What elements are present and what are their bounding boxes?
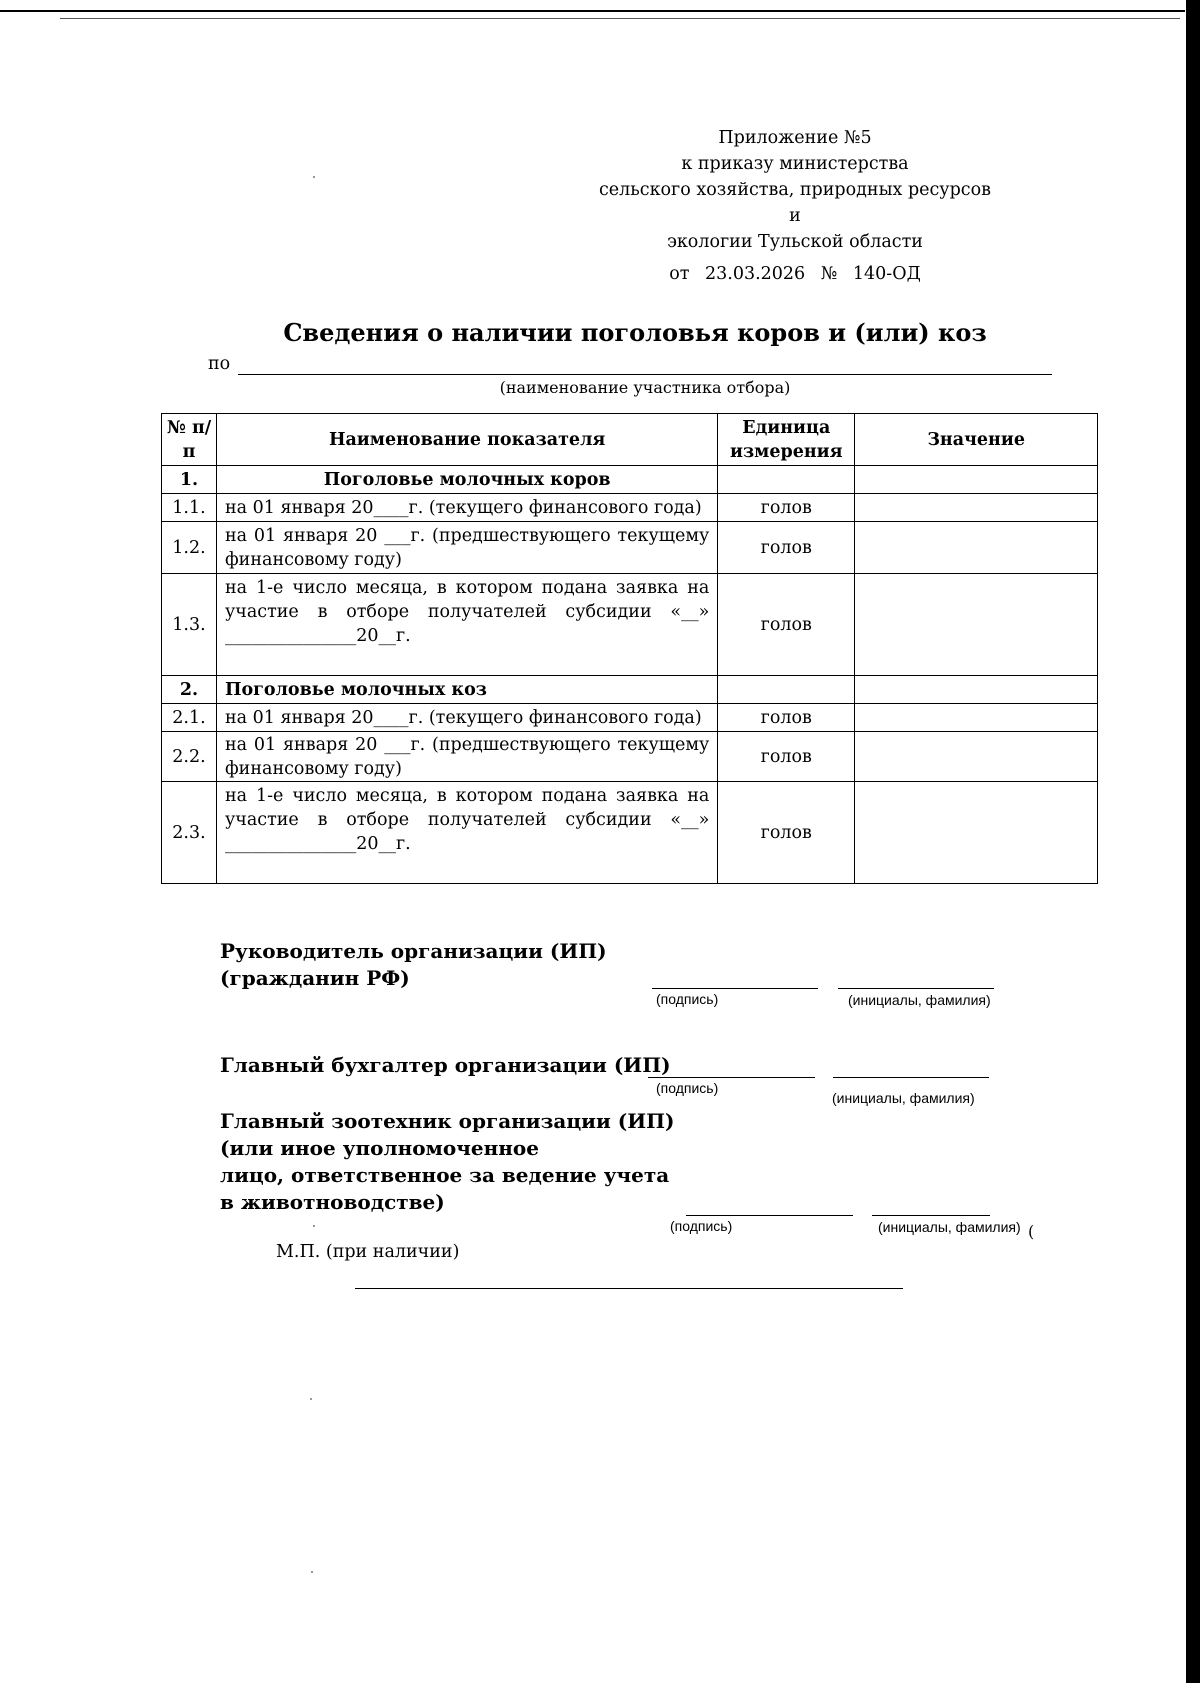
stray-bracket-mark: ( xyxy=(1028,1222,1035,1241)
header-num: № п/п xyxy=(162,414,217,466)
accountant-name-line[interactable] xyxy=(833,1077,989,1078)
appendix-region: экологии Тульской области xyxy=(667,232,923,252)
row-unit: голов xyxy=(718,522,855,574)
table-header-row xyxy=(162,414,1098,466)
row-value-cell[interactable] xyxy=(855,522,1098,574)
accountant-signature-line[interactable] xyxy=(648,1077,815,1078)
livestock-table xyxy=(161,413,1098,884)
accountant-signature-hint: (подпись) xyxy=(656,1080,719,1096)
appendix-ministry: сельского хозяйства, природных ресурсов и xyxy=(598,180,991,226)
zootechnician-signature-hint: (подпись) xyxy=(670,1218,733,1234)
row-name: на 01 января 20____г. (текущего финансового года) xyxy=(216,704,717,732)
head-signature-hint: (подпись) xyxy=(656,991,719,1007)
participant-name-field[interactable] xyxy=(238,374,1052,375)
participant-prefix: по xyxy=(208,354,231,374)
accountant-name-hint: (инициалы, фамилия) xyxy=(832,1090,975,1106)
zootechnician-signature-line[interactable] xyxy=(686,1215,853,1216)
row-unit: голов xyxy=(718,574,855,676)
row-name: на 01 января 20 ___г. (предшествующего текущему финансовому году) xyxy=(216,522,717,574)
header-name: Наименование показателя xyxy=(216,414,717,466)
zootechnician-title-line1: Главный зоотехник организации (ИП) xyxy=(220,1109,675,1133)
row-unit xyxy=(718,676,855,704)
order-number-label: № xyxy=(820,264,838,284)
table-row xyxy=(162,782,1098,884)
table-row xyxy=(162,704,1098,732)
head-name-line[interactable] xyxy=(838,988,994,989)
scan-speck xyxy=(310,1398,312,1400)
scan-edge-top xyxy=(0,10,1185,12)
zootechnician-title-line4: в животноводстве) xyxy=(220,1190,445,1214)
scan-speck xyxy=(313,1225,315,1227)
row-num: 2.1. xyxy=(162,704,217,732)
appendix-order-ref: к приказу министерства xyxy=(681,154,909,174)
scan-speck xyxy=(311,1571,313,1573)
head-title-line1: Руководитель организации (ИП) xyxy=(220,939,607,963)
row-name: на 1-е число месяца, в котором подана заявка на участие в отборе получателей субсидии «__» _______________20__г. xyxy=(216,574,717,676)
appendix-header xyxy=(595,125,995,287)
head-title xyxy=(220,938,607,992)
zootechnician-name-hint: (инициалы, фамилия) xyxy=(878,1219,1021,1235)
row-num: 1.1. xyxy=(162,494,217,522)
row-num: 1. xyxy=(162,466,217,494)
row-num: 2.3. xyxy=(162,782,217,884)
row-name: на 1-е число месяца, в котором подана заявка на участие в отборе получателей субсидии «__» _______________20__г. xyxy=(216,782,717,884)
row-unit xyxy=(718,466,855,494)
accountant-title: Главный бухгалтер организации (ИП) xyxy=(220,1053,671,1077)
appendix-number: Приложение №5 xyxy=(718,128,872,148)
header-value: Значение xyxy=(855,414,1098,466)
row-name: Поголовье молочных коров xyxy=(216,466,717,494)
zootechnician-title xyxy=(220,1108,674,1216)
document-title: Сведения о наличии поголовья коров и (или) коз xyxy=(283,318,987,347)
zootechnician-title-line2: (или иное уполномоченное xyxy=(220,1136,539,1160)
scan-edge-top-inner xyxy=(60,18,1180,19)
row-value-cell[interactable] xyxy=(855,574,1098,676)
row-name: Поголовье молочных коз xyxy=(216,676,717,704)
table-row xyxy=(162,676,1098,704)
row-num: 2.2. xyxy=(162,732,217,782)
table-row xyxy=(162,494,1098,522)
row-num: 1.2. xyxy=(162,522,217,574)
row-value-cell[interactable] xyxy=(855,704,1098,732)
row-num: 2. xyxy=(162,676,217,704)
row-value-cell[interactable] xyxy=(855,676,1098,704)
scan-edge-right xyxy=(1186,0,1200,1683)
row-unit: голов xyxy=(718,704,855,732)
bottom-rule xyxy=(355,1288,903,1289)
row-value-cell[interactable] xyxy=(855,466,1098,494)
order-number: 140-ОД xyxy=(852,264,921,284)
table-row xyxy=(162,466,1098,494)
header-unit: Единица измерения xyxy=(718,414,855,466)
head-signature-line[interactable] xyxy=(652,988,818,989)
zootechnician-title-line3: лицо, ответственное за ведение учета xyxy=(220,1163,670,1187)
row-num: 1.3. xyxy=(162,574,217,676)
row-name: на 01 января 20____г. (текущего финансового года) xyxy=(216,494,717,522)
stamp-placeholder: М.П. (при наличии) xyxy=(276,1242,460,1262)
order-date: 23.03.2026 xyxy=(704,264,806,284)
table-row xyxy=(162,574,1098,676)
row-value-cell[interactable] xyxy=(855,782,1098,884)
row-value-cell[interactable] xyxy=(855,494,1098,522)
row-value-cell[interactable] xyxy=(855,732,1098,782)
row-unit: голов xyxy=(718,732,855,782)
row-unit: голов xyxy=(718,494,855,522)
row-unit: голов xyxy=(718,782,855,884)
order-from-label: от xyxy=(669,264,690,284)
scan-speck xyxy=(313,176,315,178)
head-name-hint: (инициалы, фамилия) xyxy=(848,992,991,1008)
zootechnician-name-line[interactable] xyxy=(872,1215,990,1216)
head-title-line2: (гражданин РФ) xyxy=(220,966,410,990)
table-row xyxy=(162,522,1098,574)
row-name: на 01 января 20 ___г. (предшествующего текущему финансовому году) xyxy=(216,732,717,782)
order-details xyxy=(595,261,995,287)
participant-hint: (наименование участника отбора) xyxy=(499,378,791,397)
table-row xyxy=(162,732,1098,782)
